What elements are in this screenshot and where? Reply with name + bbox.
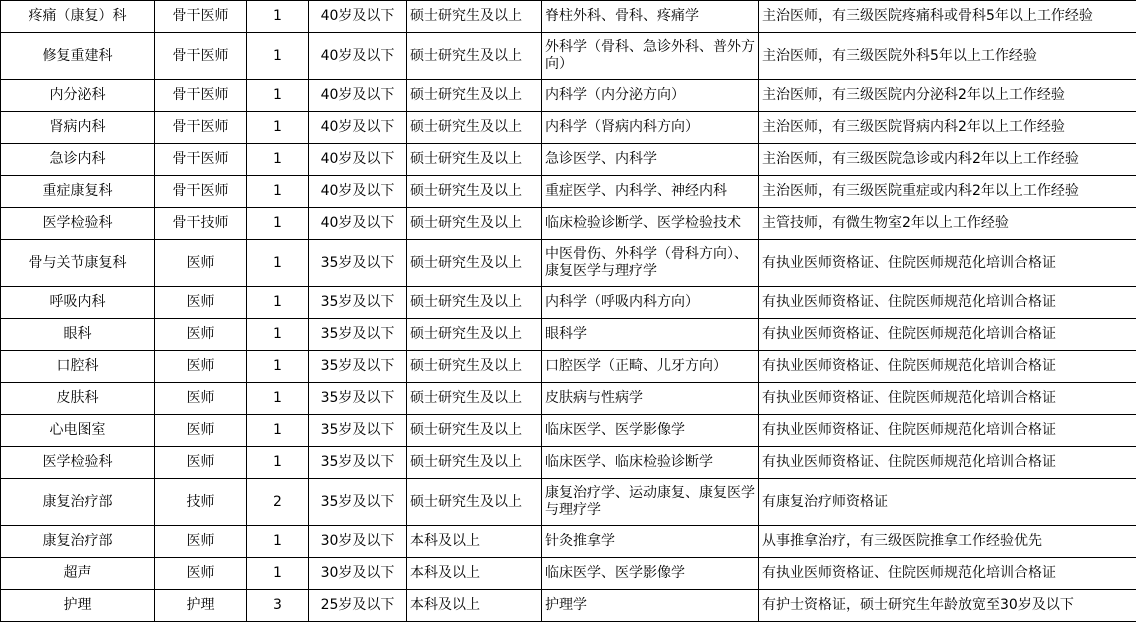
position-cell: 骨干医师 <box>155 1 247 33</box>
count-cell: 1 <box>247 208 309 240</box>
age-cell: 40岁及以下 <box>309 144 407 176</box>
major-cell: 护理学 <box>542 590 759 622</box>
position-cell: 医师 <box>155 240 247 287</box>
position-cell: 骨干技师 <box>155 208 247 240</box>
education-cell: 本科及以上 <box>407 526 542 558</box>
position-cell: 骨干医师 <box>155 80 247 112</box>
education-cell: 硕士研究生及以上 <box>407 447 542 479</box>
dept-cell: 肾病内科 <box>1 112 155 144</box>
table-row <box>1 287 1136 319</box>
dept-cell: 骨与关节康复科 <box>1 240 155 287</box>
education-cell: 硕士研究生及以上 <box>407 33 542 80</box>
count-cell: 1 <box>247 240 309 287</box>
education-cell: 硕士研究生及以上 <box>407 80 542 112</box>
major-cell: 临床医学、医学影像学 <box>542 558 759 590</box>
education-cell: 硕士研究生及以上 <box>407 208 542 240</box>
count-cell: 1 <box>247 351 309 383</box>
count-cell: 1 <box>247 33 309 80</box>
education-cell: 硕士研究生及以上 <box>407 112 542 144</box>
age-cell: 40岁及以下 <box>309 33 407 80</box>
position-cell: 医师 <box>155 447 247 479</box>
count-cell: 1 <box>247 112 309 144</box>
major-cell: 急诊医学、内科学 <box>542 144 759 176</box>
table-row <box>1 240 1136 287</box>
age-cell: 40岁及以下 <box>309 80 407 112</box>
requirement-cell: 主治医师，有三级医院重症或内科2年以上工作经验 <box>759 176 1136 208</box>
table-row <box>1 176 1136 208</box>
dept-cell: 护理 <box>1 590 155 622</box>
education-cell: 硕士研究生及以上 <box>407 144 542 176</box>
table-row <box>1 526 1136 558</box>
position-cell: 骨干医师 <box>155 33 247 80</box>
major-cell: 内科学（内分泌方向） <box>542 80 759 112</box>
count-cell: 1 <box>247 558 309 590</box>
major-cell: 内科学（呼吸内科方向） <box>542 287 759 319</box>
requirement-cell: 有执业医师资格证、住院医师规范化培训合格证 <box>759 383 1136 415</box>
age-cell: 40岁及以下 <box>309 208 407 240</box>
education-cell: 硕士研究生及以上 <box>407 176 542 208</box>
count-cell: 1 <box>247 447 309 479</box>
count-cell: 1 <box>247 319 309 351</box>
education-cell: 硕士研究生及以上 <box>407 383 542 415</box>
education-cell: 硕士研究生及以上 <box>407 287 542 319</box>
position-cell: 医师 <box>155 526 247 558</box>
dept-cell: 疼痛（康复）科 <box>1 1 155 33</box>
age-cell: 25岁及以下 <box>309 590 407 622</box>
table-row <box>1 590 1136 622</box>
major-cell: 重症医学、内科学、神经内科 <box>542 176 759 208</box>
requirement-cell: 从事推拿治疗，有三级医院推拿工作经验优先 <box>759 526 1136 558</box>
age-cell: 35岁及以下 <box>309 240 407 287</box>
dept-cell: 重症康复科 <box>1 176 155 208</box>
age-cell: 40岁及以下 <box>309 176 407 208</box>
age-cell: 30岁及以下 <box>309 558 407 590</box>
major-cell: 临床医学、医学影像学 <box>542 415 759 447</box>
requirement-cell: 主治医师，有三级医院内分泌科2年以上工作经验 <box>759 80 1136 112</box>
age-cell: 35岁及以下 <box>309 479 407 526</box>
major-cell: 皮肤病与性病学 <box>542 383 759 415</box>
education-cell: 硕士研究生及以上 <box>407 240 542 287</box>
table-row <box>1 33 1136 80</box>
requirement-cell: 有护士资格证，硕士研究生年龄放宽至30岁及以下 <box>759 590 1136 622</box>
table-row <box>1 1 1136 33</box>
requirement-cell: 有执业医师资格证、住院医师规范化培训合格证 <box>759 240 1136 287</box>
major-cell: 口腔医学（正畸、儿牙方向） <box>542 351 759 383</box>
major-cell: 临床医学、临床检验诊断学 <box>542 447 759 479</box>
position-cell: 护理 <box>155 590 247 622</box>
education-cell: 本科及以上 <box>407 558 542 590</box>
count-cell: 1 <box>247 415 309 447</box>
table-row <box>1 383 1136 415</box>
position-cell: 骨干医师 <box>155 176 247 208</box>
age-cell: 35岁及以下 <box>309 383 407 415</box>
position-cell: 骨干医师 <box>155 144 247 176</box>
table-row <box>1 112 1136 144</box>
count-cell: 1 <box>247 80 309 112</box>
count-cell: 1 <box>247 526 309 558</box>
requirement-cell: 主治医师，有三级医院疼痛科或骨科5年以上工作经验 <box>759 1 1136 33</box>
education-cell: 硕士研究生及以上 <box>407 1 542 33</box>
requirement-cell: 主管技师，有微生物室2年以上工作经验 <box>759 208 1136 240</box>
table-row <box>1 208 1136 240</box>
count-cell: 3 <box>247 590 309 622</box>
major-cell: 中医骨伤、外科学（骨科方向）、康复医学与理疗学 <box>542 240 759 287</box>
dept-cell: 心电图室 <box>1 415 155 447</box>
table-row <box>1 447 1136 479</box>
requirement-cell: 有执业医师资格证、住院医师规范化培训合格证 <box>759 558 1136 590</box>
major-cell: 康复治疗学、运动康复、康复医学与理疗学 <box>542 479 759 526</box>
age-cell: 35岁及以下 <box>309 287 407 319</box>
major-cell: 脊柱外科、骨科、疼痛学 <box>542 1 759 33</box>
age-cell: 35岁及以下 <box>309 319 407 351</box>
requirement-cell: 有执业医师资格证、住院医师规范化培训合格证 <box>759 415 1136 447</box>
education-cell: 硕士研究生及以上 <box>407 415 542 447</box>
education-cell: 硕士研究生及以上 <box>407 351 542 383</box>
dept-cell: 呼吸内科 <box>1 287 155 319</box>
count-cell: 1 <box>247 144 309 176</box>
dept-cell: 康复治疗部 <box>1 479 155 526</box>
dept-cell: 康复治疗部 <box>1 526 155 558</box>
count-cell: 1 <box>247 287 309 319</box>
requirement-cell: 主治医师，有三级医院肾病内科2年以上工作经验 <box>759 112 1136 144</box>
count-cell: 1 <box>247 383 309 415</box>
major-cell: 外科学（骨科、急诊外科、普外方向） <box>542 33 759 80</box>
age-cell: 35岁及以下 <box>309 415 407 447</box>
requirement-cell: 主治医师，有三级医院急诊或内科2年以上工作经验 <box>759 144 1136 176</box>
age-cell: 40岁及以下 <box>309 112 407 144</box>
requirement-cell: 有执业医师资格证、住院医师规范化培训合格证 <box>759 319 1136 351</box>
table-row <box>1 351 1136 383</box>
dept-cell: 口腔科 <box>1 351 155 383</box>
position-cell: 医师 <box>155 287 247 319</box>
major-cell: 临床检验诊断学、医学检验技术 <box>542 208 759 240</box>
position-cell: 骨干医师 <box>155 112 247 144</box>
dept-cell: 眼科 <box>1 319 155 351</box>
requirement-cell: 有执业医师资格证、住院医师规范化培训合格证 <box>759 351 1136 383</box>
requirement-cell: 有执业医师资格证、住院医师规范化培训合格证 <box>759 287 1136 319</box>
major-cell: 针灸推拿学 <box>542 526 759 558</box>
dept-cell: 急诊内科 <box>1 144 155 176</box>
table-row <box>1 144 1136 176</box>
major-cell: 内科学（肾病内科方向） <box>542 112 759 144</box>
dept-cell: 医学检验科 <box>1 208 155 240</box>
requirement-cell: 有康复治疗师资格证 <box>759 479 1136 526</box>
education-cell: 硕士研究生及以上 <box>407 319 542 351</box>
position-cell: 医师 <box>155 558 247 590</box>
position-cell: 技师 <box>155 479 247 526</box>
education-cell: 本科及以上 <box>407 590 542 622</box>
dept-cell: 皮肤科 <box>1 383 155 415</box>
age-cell: 40岁及以下 <box>309 1 407 33</box>
dept-cell: 修复重建科 <box>1 33 155 80</box>
count-cell: 1 <box>247 1 309 33</box>
requirement-cell: 主治医师，有三级医院外科5年以上工作经验 <box>759 33 1136 80</box>
dept-cell: 内分泌科 <box>1 80 155 112</box>
age-cell: 30岁及以下 <box>309 526 407 558</box>
table-row <box>1 479 1136 526</box>
table-row <box>1 415 1136 447</box>
dept-cell: 超声 <box>1 558 155 590</box>
count-cell: 2 <box>247 479 309 526</box>
age-cell: 35岁及以下 <box>309 447 407 479</box>
position-cell: 医师 <box>155 383 247 415</box>
table-row <box>1 319 1136 351</box>
requirement-cell: 有执业医师资格证、住院医师规范化培训合格证 <box>759 447 1136 479</box>
position-cell: 医师 <box>155 415 247 447</box>
education-cell: 硕士研究生及以上 <box>407 479 542 526</box>
position-cell: 医师 <box>155 351 247 383</box>
major-cell: 眼科学 <box>542 319 759 351</box>
table-row <box>1 558 1136 590</box>
table-row <box>1 80 1136 112</box>
age-cell: 35岁及以下 <box>309 351 407 383</box>
position-cell: 医师 <box>155 319 247 351</box>
dept-cell: 医学检验科 <box>1 447 155 479</box>
count-cell: 1 <box>247 176 309 208</box>
